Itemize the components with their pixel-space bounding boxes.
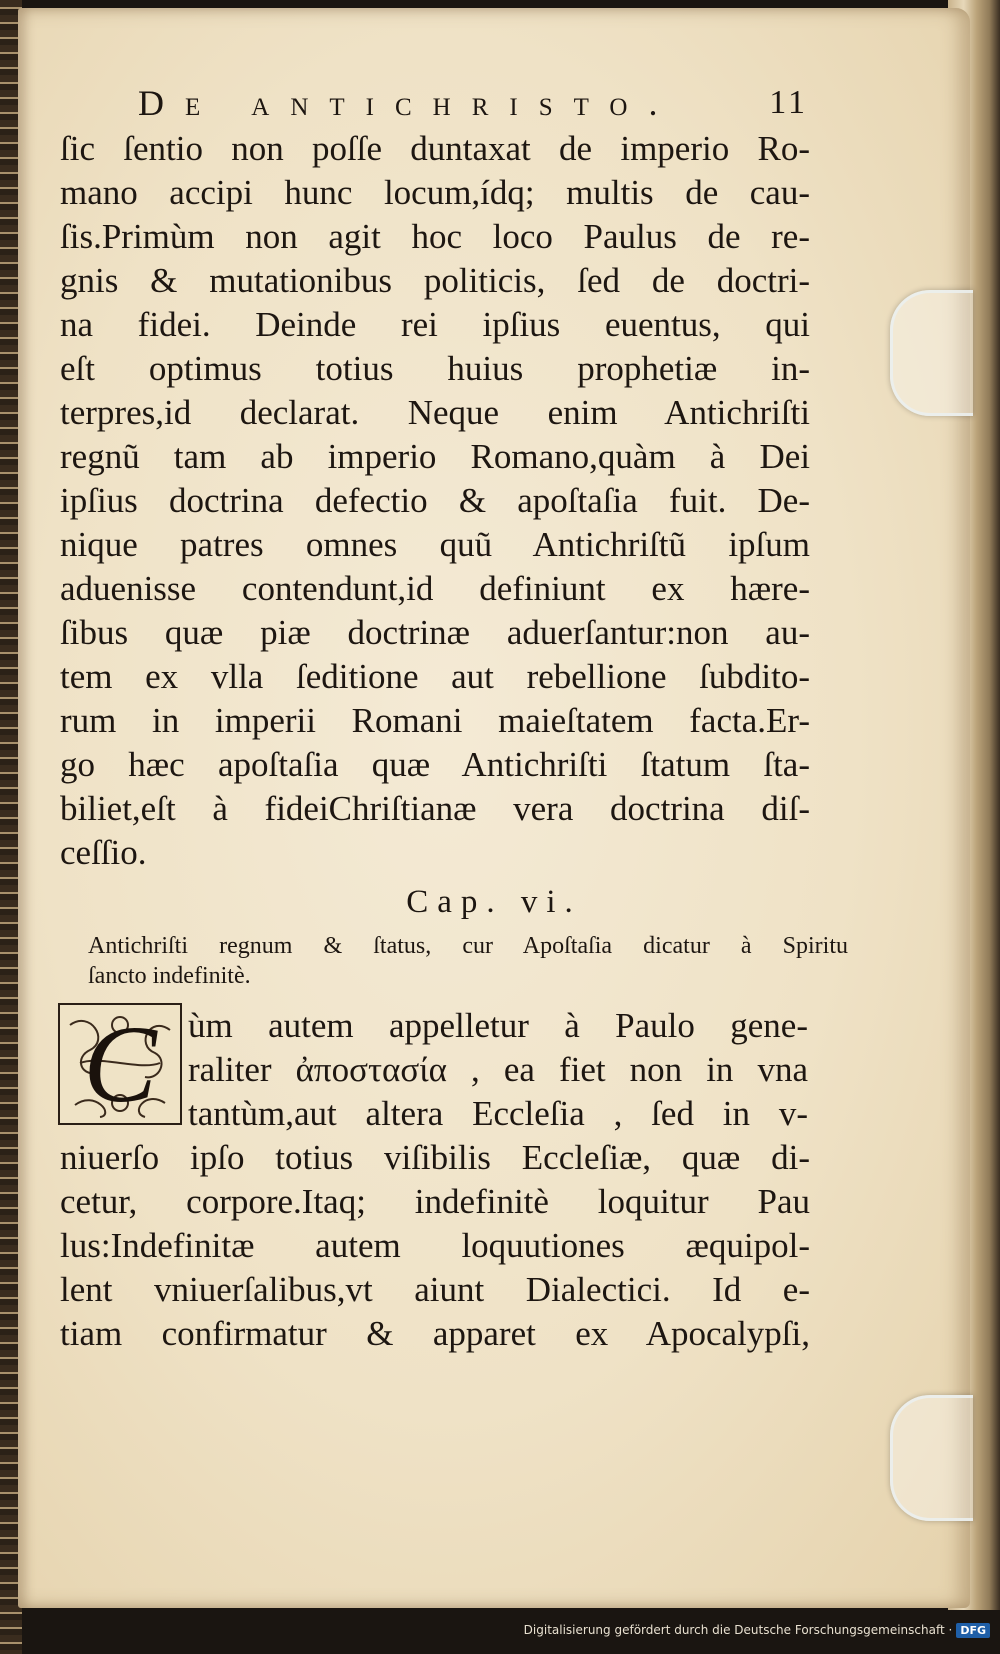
chapter-heading: Cap. vi.	[406, 884, 582, 920]
chapter-summary-line: Antichriſti regnum & ſtatus, cur Apoſtaſia dicatur à Spiritu	[88, 933, 848, 959]
text-line: ùm autem appelletur à Paulo gene-	[188, 1006, 808, 1045]
dfg-logo: DFG	[956, 1623, 990, 1638]
text-line: lus:Indefinitæ autem loquutiones æquipol-	[60, 1226, 810, 1265]
text-line: tiam confirmatur & apparet ex Apocalypſi,	[60, 1314, 810, 1353]
text-line: cetur, corpore.Itaq; indefinitè loquitur Pau	[60, 1182, 810, 1221]
text-line: go hæc apoſtaſia quæ Antichriſti ſtatum ſta-	[60, 745, 810, 784]
text-line: niuerſo ipſo totius viſibilis Eccleſiæ, quæ di-	[60, 1138, 810, 1177]
text-line: aduenisse contendunt,id definiunt ex hære-	[60, 569, 810, 608]
text-line: tem ex vlla ſeditione aut rebellione ſubdito-	[60, 657, 810, 696]
credit-text: Digitalisierung gefördert durch die Deutsche Forschungsgemeinschaft ·	[523, 1623, 953, 1637]
text-line: terpres,id declarat. Neque enim Antichriſti	[60, 393, 810, 432]
text-line: lent vniuerſalibus,vt aiunt Dialectici. Id e-	[60, 1270, 810, 1309]
text-line: ceſſio.	[60, 833, 147, 872]
text-line: rum in imperii Romani maieſtatem facta.Er-	[60, 701, 810, 740]
text-line: tantùm,aut altera Eccleſia , ſed in v-	[188, 1094, 808, 1133]
text-line: mano accipi hunc locum,ídq; multis de cau-	[60, 173, 810, 212]
page-number: 11	[769, 84, 808, 121]
text-line: regnũ tam ab imperio Romano,quàm à Dei	[60, 437, 810, 476]
text-line: biliet,eſt à fideiChriſtianæ vera doctrina diſ-	[60, 789, 810, 828]
text-line: ſibus quæ piæ doctrinæ aduerſantur:non au-	[60, 613, 810, 652]
page-holder-clip	[890, 290, 973, 416]
text-line: raliter ἀποστασία , ea fiet non in vna	[188, 1050, 808, 1089]
running-head	[138, 76, 808, 130]
chapter-summary-line: ſancto indefinitè.	[88, 963, 251, 989]
text-line: na fidei. Deinde rei ipſius euentus, qui	[60, 305, 810, 344]
text-line: nique patres omnes quũ Antichriſtũ ipſum	[60, 525, 810, 564]
text-line: eſt optimus totius huius prophetiæ in-	[60, 349, 810, 388]
running-title: De antichristo.	[138, 83, 679, 123]
text-line: ſic ſentio non poſſe duntaxat de imperio Ro-	[60, 129, 810, 168]
digitization-credit	[523, 1618, 990, 1642]
decorated-initial	[58, 1003, 182, 1125]
text-line: ipſius doctrina defectio & apoſtaſia fuit. De-	[60, 481, 810, 520]
page-holder-clip	[890, 1395, 973, 1521]
page-leaf	[18, 8, 970, 1608]
initial-letter: C	[83, 1003, 157, 1125]
text-line: ſis.Primùm non agit hoc loco Paulus de re-	[60, 217, 810, 256]
text-line: gnis & mutationibus politicis, ſed de doctri-	[60, 261, 810, 300]
